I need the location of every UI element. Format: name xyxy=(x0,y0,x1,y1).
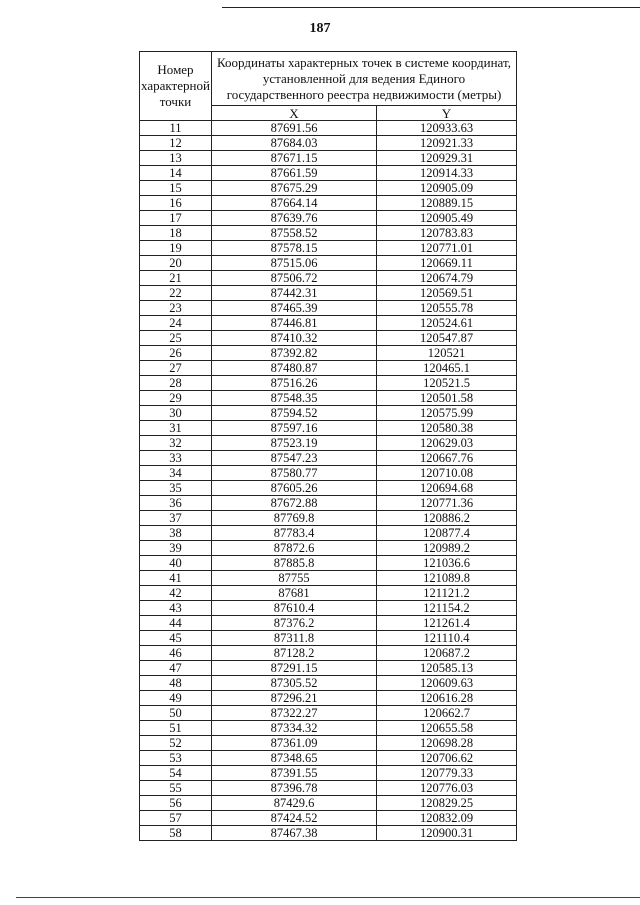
cell-x: 87605.26 xyxy=(212,481,377,496)
table-row xyxy=(140,496,517,511)
cell-x: 87661.59 xyxy=(212,166,377,181)
cell-x: 87480.87 xyxy=(212,361,377,376)
cell-y: 120989.2 xyxy=(377,541,517,556)
cell-point-number: 38 xyxy=(140,526,212,541)
table-row xyxy=(140,211,517,226)
cell-point-number: 50 xyxy=(140,706,212,721)
cell-x: 87442.31 xyxy=(212,286,377,301)
cell-y: 120914.33 xyxy=(377,166,517,181)
cell-x: 87392.82 xyxy=(212,346,377,361)
cell-point-number: 47 xyxy=(140,661,212,676)
cell-y: 120829.25 xyxy=(377,796,517,811)
cell-y: 120580.38 xyxy=(377,421,517,436)
cell-point-number: 21 xyxy=(140,271,212,286)
cell-x: 87334.32 xyxy=(212,721,377,736)
cell-x: 87684.03 xyxy=(212,136,377,151)
cell-y: 120575.99 xyxy=(377,406,517,421)
table-row xyxy=(140,121,517,136)
cell-x: 87664.14 xyxy=(212,196,377,211)
cell-y: 120933.63 xyxy=(377,121,517,136)
cell-point-number: 28 xyxy=(140,376,212,391)
cell-point-number: 51 xyxy=(140,721,212,736)
cell-y: 120662.7 xyxy=(377,706,517,721)
cell-y: 120710.08 xyxy=(377,466,517,481)
table-row xyxy=(140,391,517,406)
cell-x: 87424.52 xyxy=(212,811,377,826)
table-row xyxy=(140,781,517,796)
cell-x: 87291.15 xyxy=(212,661,377,676)
cell-y: 121121.2 xyxy=(377,586,517,601)
cell-x: 87311.8 xyxy=(212,631,377,646)
cell-point-number: 22 xyxy=(140,286,212,301)
cell-y: 120655.58 xyxy=(377,721,517,736)
cell-x: 87322.27 xyxy=(212,706,377,721)
cell-x: 87376.2 xyxy=(212,616,377,631)
cell-y: 120886.2 xyxy=(377,511,517,526)
cell-y: 120889.15 xyxy=(377,196,517,211)
table-row xyxy=(140,601,517,616)
cell-x: 87691.56 xyxy=(212,121,377,136)
cell-y: 120547.87 xyxy=(377,331,517,346)
table-row xyxy=(140,511,517,526)
cell-x: 87558.52 xyxy=(212,226,377,241)
cell-point-number: 20 xyxy=(140,256,212,271)
cell-y: 120776.03 xyxy=(377,781,517,796)
table-row xyxy=(140,766,517,781)
cell-x: 87348.65 xyxy=(212,751,377,766)
cell-x: 87465.39 xyxy=(212,301,377,316)
cell-y: 120616.28 xyxy=(377,691,517,706)
cell-point-number: 16 xyxy=(140,196,212,211)
cell-y: 121110.4 xyxy=(377,631,517,646)
cell-y: 120667.76 xyxy=(377,451,517,466)
cell-point-number: 24 xyxy=(140,316,212,331)
cell-x: 87675.29 xyxy=(212,181,377,196)
table-row xyxy=(140,571,517,586)
cell-x: 87128.2 xyxy=(212,646,377,661)
cell-x: 87578.15 xyxy=(212,241,377,256)
cell-x: 87755 xyxy=(212,571,377,586)
cell-y: 120771.01 xyxy=(377,241,517,256)
cell-point-number: 42 xyxy=(140,586,212,601)
cell-x: 87516.26 xyxy=(212,376,377,391)
cell-x: 87506.72 xyxy=(212,271,377,286)
cell-x: 87467.38 xyxy=(212,826,377,841)
cell-x: 87410.32 xyxy=(212,331,377,346)
cell-point-number: 33 xyxy=(140,451,212,466)
table-row xyxy=(140,436,517,451)
header-y: Y xyxy=(377,106,517,121)
cell-point-number: 36 xyxy=(140,496,212,511)
cell-point-number: 15 xyxy=(140,181,212,196)
cell-point-number: 44 xyxy=(140,616,212,631)
cell-y: 121261.4 xyxy=(377,616,517,631)
cell-y: 120779.33 xyxy=(377,766,517,781)
cell-point-number: 56 xyxy=(140,796,212,811)
cell-x: 87548.35 xyxy=(212,391,377,406)
cell-x: 87681 xyxy=(212,586,377,601)
cell-y: 121036.6 xyxy=(377,556,517,571)
cell-y: 120771.36 xyxy=(377,496,517,511)
cell-y: 120674.79 xyxy=(377,271,517,286)
cell-x: 87594.52 xyxy=(212,406,377,421)
cell-y: 120555.78 xyxy=(377,301,517,316)
cell-point-number: 25 xyxy=(140,331,212,346)
cell-y: 120698.28 xyxy=(377,736,517,751)
table-row xyxy=(140,346,517,361)
cell-y: 120783.83 xyxy=(377,226,517,241)
cell-point-number: 39 xyxy=(140,541,212,556)
coordinates-table-container xyxy=(139,51,516,841)
cell-point-number: 49 xyxy=(140,691,212,706)
cell-point-number: 57 xyxy=(140,811,212,826)
cell-x: 87672.88 xyxy=(212,496,377,511)
cell-point-number: 46 xyxy=(140,646,212,661)
bottom-rule xyxy=(16,897,640,898)
cell-y: 121089.8 xyxy=(377,571,517,586)
cell-point-number: 17 xyxy=(140,211,212,226)
coordinates-table xyxy=(139,51,517,841)
cell-y: 120929.31 xyxy=(377,151,517,166)
cell-point-number: 18 xyxy=(140,226,212,241)
table-row xyxy=(140,361,517,376)
table-row xyxy=(140,481,517,496)
cell-x: 87547.23 xyxy=(212,451,377,466)
cell-point-number: 30 xyxy=(140,406,212,421)
table-row xyxy=(140,136,517,151)
cell-point-number: 14 xyxy=(140,166,212,181)
cell-point-number: 35 xyxy=(140,481,212,496)
cell-y: 120609.63 xyxy=(377,676,517,691)
table-row xyxy=(140,706,517,721)
table-row xyxy=(140,241,517,256)
cell-x: 87885.8 xyxy=(212,556,377,571)
cell-y: 120921.33 xyxy=(377,136,517,151)
cell-point-number: 32 xyxy=(140,436,212,451)
table-row xyxy=(140,811,517,826)
cell-point-number: 41 xyxy=(140,571,212,586)
cell-point-number: 53 xyxy=(140,751,212,766)
cell-point-number: 37 xyxy=(140,511,212,526)
cell-x: 87610.4 xyxy=(212,601,377,616)
table-row xyxy=(140,796,517,811)
cell-y: 120832.09 xyxy=(377,811,517,826)
cell-x: 87396.78 xyxy=(212,781,377,796)
header-coordinates: Координаты характерных точек в системе координат, установленной для ведения Единого государственного реестра недвижимости (метры) xyxy=(212,52,517,106)
table-row xyxy=(140,421,517,436)
table-row xyxy=(140,736,517,751)
cell-y: 120465.1 xyxy=(377,361,517,376)
table-row xyxy=(140,181,517,196)
table-row xyxy=(140,271,517,286)
header-point-number: Номер характерной точки xyxy=(140,52,212,121)
cell-y: 120706.62 xyxy=(377,751,517,766)
table-row xyxy=(140,646,517,661)
table-row xyxy=(140,631,517,646)
table-row xyxy=(140,751,517,766)
cell-x: 87783.4 xyxy=(212,526,377,541)
cell-x: 87305.52 xyxy=(212,676,377,691)
table-row xyxy=(140,226,517,241)
table-row xyxy=(140,526,517,541)
cell-x: 87361.09 xyxy=(212,736,377,751)
cell-point-number: 11 xyxy=(140,121,212,136)
cell-x: 87391.55 xyxy=(212,766,377,781)
cell-point-number: 34 xyxy=(140,466,212,481)
cell-point-number: 48 xyxy=(140,676,212,691)
cell-x: 87429.6 xyxy=(212,796,377,811)
table-row xyxy=(140,376,517,391)
cell-x: 87769.8 xyxy=(212,511,377,526)
table-row xyxy=(140,451,517,466)
table-row xyxy=(140,166,517,181)
cell-point-number: 45 xyxy=(140,631,212,646)
cell-y: 120694.68 xyxy=(377,481,517,496)
table-row xyxy=(140,316,517,331)
cell-x: 87639.76 xyxy=(212,211,377,226)
cell-point-number: 23 xyxy=(140,301,212,316)
table-body xyxy=(140,121,517,841)
cell-y: 120521.5 xyxy=(377,376,517,391)
cell-y: 120569.51 xyxy=(377,286,517,301)
table-row xyxy=(140,301,517,316)
table-row xyxy=(140,556,517,571)
cell-point-number: 55 xyxy=(140,781,212,796)
table-row xyxy=(140,196,517,211)
table-row xyxy=(140,616,517,631)
cell-x: 87296.21 xyxy=(212,691,377,706)
cell-y: 121154.2 xyxy=(377,601,517,616)
cell-y: 120669.11 xyxy=(377,256,517,271)
cell-point-number: 43 xyxy=(140,601,212,616)
table-row xyxy=(140,676,517,691)
cell-x: 87671.15 xyxy=(212,151,377,166)
table-row xyxy=(140,691,517,706)
cell-point-number: 19 xyxy=(140,241,212,256)
cell-point-number: 29 xyxy=(140,391,212,406)
cell-y: 120900.31 xyxy=(377,826,517,841)
table-row xyxy=(140,586,517,601)
cell-y: 120905.09 xyxy=(377,181,517,196)
cell-y: 120521 xyxy=(377,346,517,361)
cell-x: 87446.81 xyxy=(212,316,377,331)
table-row xyxy=(140,406,517,421)
cell-y: 120501.58 xyxy=(377,391,517,406)
table-row xyxy=(140,466,517,481)
cell-x: 87597.16 xyxy=(212,421,377,436)
cell-point-number: 12 xyxy=(140,136,212,151)
cell-x: 87515.06 xyxy=(212,256,377,271)
cell-x: 87523.19 xyxy=(212,436,377,451)
cell-point-number: 40 xyxy=(140,556,212,571)
cell-point-number: 26 xyxy=(140,346,212,361)
cell-y: 120585.13 xyxy=(377,661,517,676)
cell-point-number: 27 xyxy=(140,361,212,376)
cell-point-number: 13 xyxy=(140,151,212,166)
table-row xyxy=(140,541,517,556)
cell-point-number: 31 xyxy=(140,421,212,436)
table-row xyxy=(140,286,517,301)
table-row xyxy=(140,721,517,736)
table-row xyxy=(140,826,517,841)
top-rule xyxy=(222,7,640,8)
table-row xyxy=(140,331,517,346)
cell-y: 120629.03 xyxy=(377,436,517,451)
table-row xyxy=(140,256,517,271)
page-number: 187 xyxy=(309,21,331,36)
table-row xyxy=(140,151,517,166)
table-row xyxy=(140,661,517,676)
cell-x: 87580.77 xyxy=(212,466,377,481)
cell-x: 87872.6 xyxy=(212,541,377,556)
cell-y: 120524.61 xyxy=(377,316,517,331)
cell-point-number: 58 xyxy=(140,826,212,841)
cell-y: 120687.2 xyxy=(377,646,517,661)
header-x: X xyxy=(212,106,377,121)
cell-y: 120905.49 xyxy=(377,211,517,226)
cell-y: 120877.4 xyxy=(377,526,517,541)
cell-point-number: 54 xyxy=(140,766,212,781)
cell-point-number: 52 xyxy=(140,736,212,751)
